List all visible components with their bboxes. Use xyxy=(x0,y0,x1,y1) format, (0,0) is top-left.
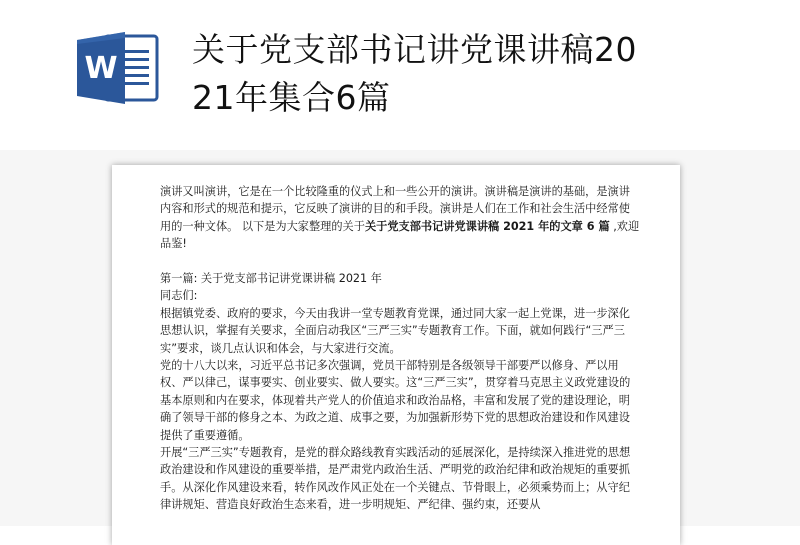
document-content xyxy=(160,183,640,514)
intro-paragraph xyxy=(160,183,640,253)
word-icon-letter: W xyxy=(84,51,118,86)
document-page xyxy=(112,165,680,545)
body-paragraph-1: 根据镇党委、政府的要求，今天由我讲一堂专题教育党课，通过同大家一起上党课，进一步深化思想认识，掌握有关要求，全面启动我区“三严三实”专题教育工作。下面，就如何践行“三严三实”要求，谈几点认识和体会，与大家进行交流。 xyxy=(160,306,630,355)
header xyxy=(0,0,800,150)
title-line-2: 21年集合6篇 xyxy=(192,78,391,117)
document-title xyxy=(192,26,712,122)
body-paragraph-3: 开展“三严三实”专题教育，是党的群众路线教育实践活动的延展深化，是持续深入推进党的思想政治建设和作风建设的重要举措，是严肃党内政治生活、严明党的政治纪律和政治规矩的重要抓手。从深化作风建设来看，转作风改作风正处在一个关键点、节骨眼上，必须乘势而上；从守纪律讲规矩、营造良好政治生态来看，进一步明规矩、严纪律、强约束，还要从 xyxy=(160,446,631,512)
paragraph-gap xyxy=(160,253,640,270)
word-icon xyxy=(75,28,163,108)
intro-bold-title: 关于党支部书记讲党课讲稿 2021 年的文章 6 篇 xyxy=(364,219,610,233)
body-paragraph-2: 党的十八大以来，习近平总书记多次强调，党员干部特别是各级领导干部要严以修身、严以用权、严以律己，谋事要实、创业要实、做人要实。这“三严三实”，贯穿着马克思主义政党建设的基本原则和内在要求，体现着共产党人的价值追求和政治品格，丰富和发展了党的建设理论，明确了领导干部的修身之本、为政之道、成事之要，为加强新形势下党的思想政治建设和作风建设提供了重要遵循。 xyxy=(160,359,631,442)
greeting: 同志们: xyxy=(160,289,198,303)
title-line-1: 关于党支部书记讲党课讲稿20 xyxy=(192,30,637,69)
intro-end: ,欢迎品鉴! xyxy=(160,219,640,251)
section-title: 第一篇: 关于党支部书记讲党课讲稿 2021 年 xyxy=(160,272,382,286)
intro-text: 演讲又叫演讲，它是在一个比较隆重的仪式上和一些公开的演讲。演讲稿是演讲的基础，是演讲内容和形式的规范和提示，它反映了演讲的目的和手段。演讲是人们在工作和社会生活中经常使用的一种文体。 以下是为大家整理的关于 xyxy=(160,185,630,233)
